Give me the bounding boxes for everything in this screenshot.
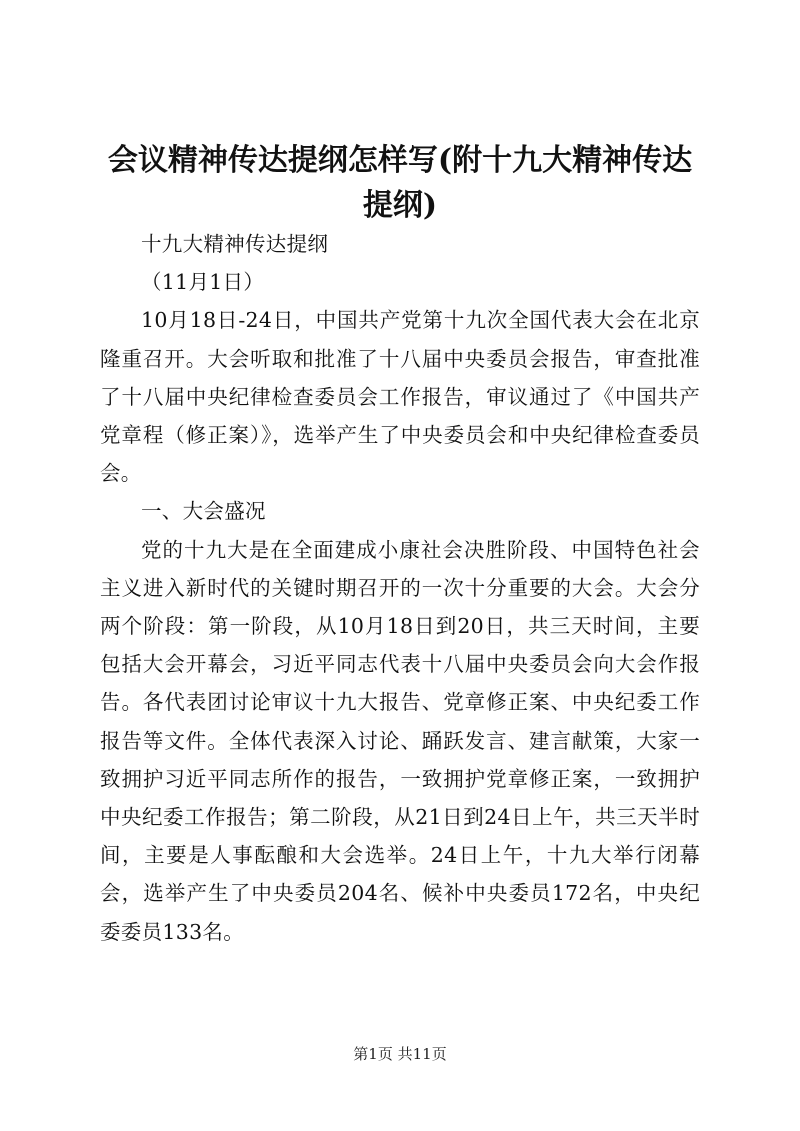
- document-body: [100, 225, 700, 951]
- body-paragraph: 党的十九大是在全面建成小康社会决胜阶段、中国特色社会主义进入新时代的关键时期召开的一次十分重要的大会。大会分两个阶段：第一阶段，从10月18日到20日，共三天时间，主要包括大会开幕会，习近平同志代表十八届中央委员会向大会作报告。各代表团讨论审议十九大报告、党章修正案、中央纪委工作报告等文件。全体代表深入讨论、踊跃发言、建言献策，大家一致拥护习近平同志所作的报告，一致拥护党章修正案，一致拥护中央纪委工作报告；第二阶段，从21日到24日上午，共三天半时间，主要是人事酝酿和大会选举。24日上午，十九大举行闭幕会，选举产生了中央委员204名、候补中央委员172名，中央纪委委员133名。: [100, 537, 700, 944]
- document-title: 会议精神传达提纲怎样写(附十九大精神传达提纲): [107, 143, 693, 223]
- page-footer: 第1页 共11页: [353, 1045, 447, 1063]
- section-heading: 十九大精神传达提纲: [141, 232, 329, 256]
- body-paragraph: 10月18日-24日，中国共产党第十九次全国代表大会在北京隆重召开。大会听取和批准了十八届中央委员会报告，审查批准了十八届中央纪律检查委员会工作报告，审议通过了《中国共产党章程（修正案）》，选举产生了中央委员会和中央纪律检查委员会。: [100, 308, 700, 486]
- date-line: （11月1日）: [141, 270, 265, 295]
- section-heading: 一、大会盛况: [141, 499, 266, 524]
